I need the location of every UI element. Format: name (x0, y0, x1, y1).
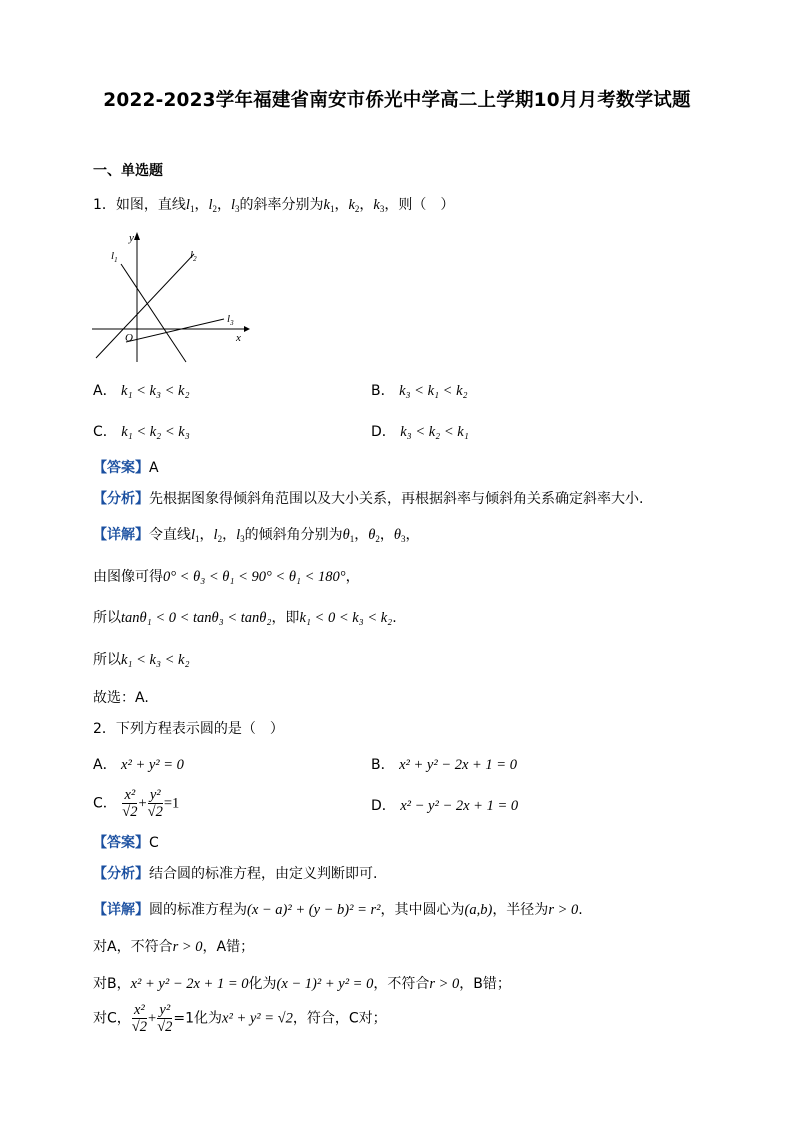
l2-label: $l_2$ (190, 249, 197, 263)
q1-option-d: D． k₃ < k₂ < k₁ (371, 424, 469, 440)
y-label: y (129, 232, 134, 244)
stem-text-2: 的斜率分别为 (239, 197, 324, 213)
q2-detail-line-4: 对C， $\frac{\text{x²}}{√2}$ + $\frac{\text{y²}}{√2}$ =1化为x² + y² = √2，符合，C对； (93, 1002, 387, 1035)
q1-option-b: B． k₃ < k₁ < k₂ (371, 383, 468, 399)
y-axis-arrow (134, 232, 140, 240)
line-l2: $l_2$ (208, 197, 217, 214)
slope-k3: $k_3$ (373, 197, 385, 214)
q1-option-c: C． k₁ < k₂ < k₃ (93, 424, 190, 440)
q1-detail-line-1: 【详解】令直线$l_1$，$l_2$，$l_3$的倾斜角分别为$\theta_1$，$\theta_2$，$\theta_3$， (93, 527, 420, 544)
q2-answer: 【答案】C (93, 835, 159, 851)
q1-detail-line-2: 由图像可得0° < θ₃ < θ₁ < 90° < θ₁ < 180°， (93, 569, 360, 585)
q1-conclusion: 故选：A. (93, 690, 149, 706)
stem-text: 1．如图，直线 (93, 197, 186, 213)
page-title: 2022-2023学年福建省南安市侨光中学高二上学期10月月考数学试题 (103, 90, 691, 111)
q2-detail-line-2: 对A，不符合r > 0，A错； (93, 939, 255, 955)
q2-option-b: B． x² + y² − 2x + 1 = 0 (371, 757, 517, 773)
line-l2-graph (96, 254, 194, 358)
l3-label: $l_3$ (227, 313, 234, 327)
line-l3-graph (126, 319, 224, 342)
q2-option-d: D． x² − y² − 2x + 1 = 0 (371, 798, 519, 814)
l1-label: $l_1$ (111, 250, 118, 264)
q2-analysis: 【分析】结合圆的标准方程，由定义判断即可. (93, 866, 378, 882)
q2-detail-line-3: 对B，x² + y² − 2x + 1 = 0化为(x − 1)² + y² = 0，不符合r > 0，B错； (93, 976, 511, 992)
x-axis-arrow (244, 326, 250, 332)
q2-option-c: C． $\frac{\text{x²}}{√2}$ + $\frac{\text{y²}}{√2}$ =1 (93, 787, 180, 820)
section-heading: 一、单选题 (93, 163, 163, 179)
q2-option-a: A． x² + y² = 0 (93, 757, 184, 773)
q1-option-a: A． k₁ < k₃ < k₂ (93, 383, 190, 399)
x-label: x (236, 332, 241, 344)
line-l1-graph (121, 264, 186, 362)
q1-detail-line-4: 所以k₁ < k₃ < k₂ (93, 652, 190, 668)
question-2-stem: 2．下列方程表示圆的是（ ） (93, 721, 284, 737)
stem-text-3: ，则（ ） (384, 197, 455, 213)
slope-k1: $k_1$ (323, 197, 335, 214)
line-graph-figure (88, 228, 258, 368)
slope-k2: $k_2$ (348, 197, 360, 214)
origin-label: O (125, 332, 133, 344)
q1-answer: 【答案】A (93, 460, 159, 476)
q1-analysis: 【分析】先根据图象得倾斜角范围以及大小关系，再根据斜率与倾斜角关系确定斜率大小. (93, 491, 644, 507)
q1-detail-line-3: 所以tanθ₁ < 0 < tanθ₃ < tanθ₂，即k₁ < 0 < k₃ < k₂. (93, 610, 397, 626)
line-l1: $l_1$ (185, 197, 195, 214)
line-l3: $l_3$ (230, 197, 240, 214)
q2-detail-line-1: 【详解】圆的标准方程为(x − a)² + (y − b)² = r²，其中圆心为(a,b)，半径为r > 0. (93, 902, 583, 918)
question-1-stem: 1．如图，直线$l_1$，$l_2$，$l_3$的斜率分别为$k_1$，$k_2$，$k_3$，则（ ） (93, 197, 455, 214)
